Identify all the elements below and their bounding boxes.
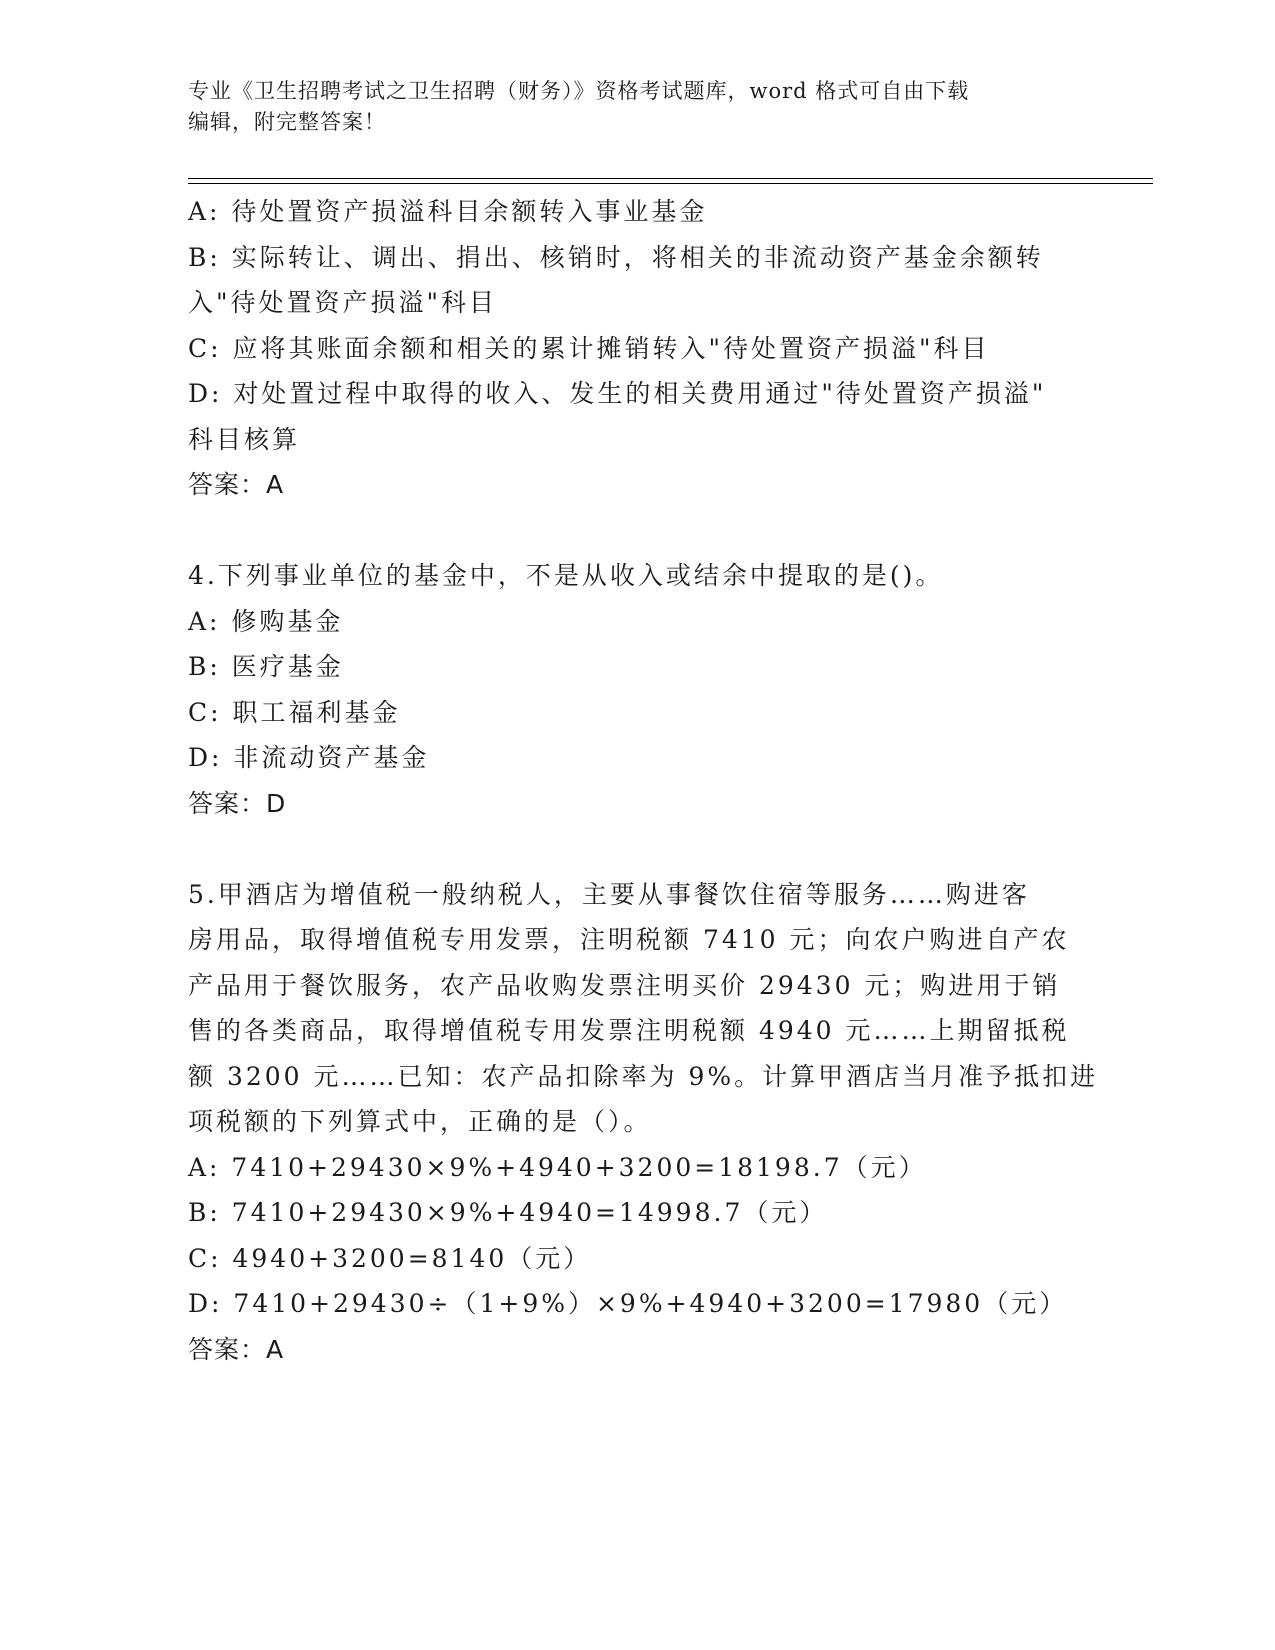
q5-question-line-6: 项税额的下列算式中，正确的是（）。 (188, 1107, 652, 1136)
q5-question-line-1: 5.甲酒店为增值税一般纳税人，主要从事餐饮住宿等服务……购进客 (188, 879, 1030, 909)
q5-question-line-3: 产品用于餐饮服务，农产品收购发票注明买价 29430 元；购进用于销 (188, 970, 1061, 1000)
q3-option-d-line-1: D: 对处置过程中取得的收入、发生的相关费用通过"待处置资产损溢" (188, 379, 1047, 408)
header-divider-bottom (188, 183, 1153, 184)
q3-answer: 答案：A (188, 470, 285, 499)
q5-question-line-4: 售的各类商品，取得增值税专用发票注明税额 4940 元……上期留抵税 (188, 1016, 1070, 1045)
q4-option-b: B: 医疗基金 (188, 652, 344, 681)
q4-question: 4.下列事业单位的基金中，不是从收入或结余中提取的是()。 (188, 561, 944, 590)
q3-option-b-line-1: B: 实际转让、调出、捐出、核销时，将相关的非流动资产基金余额转 (188, 242, 1044, 272)
q5-option-b: B: 7410+29430×9%+4940=14998.7（元） (188, 1198, 828, 1227)
q5-answer: 答案：A (188, 1334, 285, 1364)
spacer (188, 508, 1088, 554)
q3-option-a: A: 待处置资产损溢科目余额转入事业基金 (188, 197, 708, 226)
q5-option-d: D: 7410+29430÷（1+9%）×9%+4940+3200=17980（元） (188, 1289, 1068, 1318)
q5-question-line-2: 房用品，取得增值税专用发票，注明税额 7410 元；向农户购进自产农 (188, 925, 1070, 954)
q5-option-a: A: 7410+29430×9%+4940+3200=18198.7（元） (188, 1152, 927, 1182)
document-header (188, 76, 1088, 138)
question-content (188, 189, 1099, 1372)
header-line-1: 专业《卫生招聘考试之卫生招聘（财务）》资格考试题库，word 格式可自由下载 (188, 79, 970, 103)
q4-option-a: A: 修购基金 (188, 606, 344, 636)
q4-option-d: D: 非流动资产基金 (188, 743, 430, 772)
q3-option-c: C: 应将其账面余额和相关的累计摊销转入"待处置资产损溢"科目 (188, 333, 990, 363)
q3-option-d-line-2: 科目核算 (188, 424, 301, 454)
q5-option-c: C: 4940+3200=8140（元） (188, 1243, 592, 1273)
header-line-2: 编辑，附完整答案！ (188, 110, 386, 134)
header-divider-top (188, 178, 1153, 179)
q5-question-line-5: 额 3200 元……已知：农产品扣除率为 9%。计算甲酒店当月准予抵扣进 (188, 1061, 1099, 1091)
q3-option-b-line-2: 入"待处置资产损溢"科目 (188, 288, 497, 317)
q4-option-c: C: 职工福利基金 (188, 697, 401, 727)
q4-answer: 答案：D (188, 788, 287, 818)
spacer (188, 826, 1088, 872)
